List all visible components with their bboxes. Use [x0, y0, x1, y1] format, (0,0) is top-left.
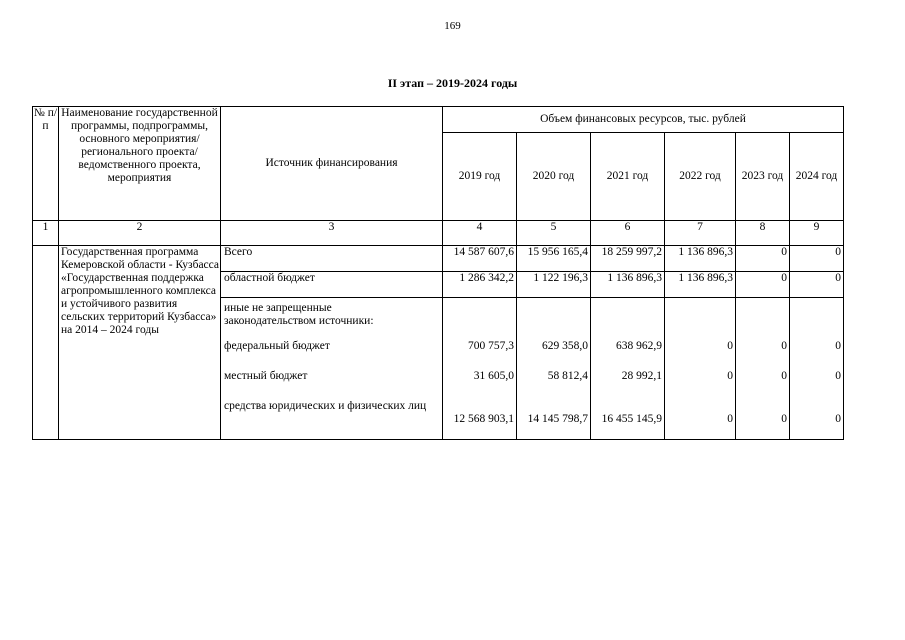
- value-cell: 0: [736, 272, 790, 298]
- source-label-legal: средства юридических и физических лиц: [224, 400, 427, 412]
- header-source: Источник финансирования: [221, 107, 443, 221]
- column-index: 5: [517, 221, 591, 246]
- column-index: 8: [736, 221, 790, 246]
- value-legal-2023: 0: [781, 413, 787, 425]
- value-cell: [790, 298, 844, 440]
- column-index: 3: [221, 221, 443, 246]
- value-cell: 0: [736, 246, 790, 272]
- value-cell: 0: [790, 272, 844, 298]
- value-cell: 18 259 997,2: [591, 246, 665, 272]
- value-federal-2022: 0: [727, 340, 733, 352]
- value-local-2020: 58 812,4: [547, 370, 588, 382]
- column-index: 9: [790, 221, 844, 246]
- value-local-2021: 28 992,1: [621, 370, 662, 382]
- value-federal-2023: 0: [781, 340, 787, 352]
- column-index: 1: [33, 221, 59, 246]
- value-cell: [736, 298, 790, 440]
- column-index: 7: [665, 221, 736, 246]
- value-cell: [591, 298, 665, 440]
- column-index-row: [33, 221, 844, 246]
- value-legal-2024: 0: [835, 413, 841, 425]
- value-local-2022: 0: [727, 370, 733, 382]
- value-local-2023: 0: [781, 370, 787, 382]
- value-cell: 15 956 165,4: [517, 246, 591, 272]
- source-cell: областной бюджет: [221, 272, 443, 298]
- column-index: 4: [443, 221, 517, 246]
- row-number-cell: [33, 246, 59, 440]
- value-local-2024: 0: [835, 370, 841, 382]
- value-legal-2019: 12 568 903,1: [453, 413, 514, 425]
- value-federal-2024: 0: [835, 340, 841, 352]
- header-row-1: [33, 107, 844, 133]
- value-legal-2020: 14 145 798,7: [527, 413, 588, 425]
- stage-title: II этап – 2019-2024 годы: [387, 76, 518, 90]
- value-federal-2021: 638 962,9: [616, 340, 662, 352]
- header-number: № п/п: [33, 107, 59, 221]
- header-year-2021: 2021 год: [591, 133, 665, 221]
- table-row: [33, 246, 844, 272]
- header-volume: Объем финансовых ресурсов, тыс. рублей: [443, 107, 844, 133]
- value-cell: 1 136 896,3: [591, 272, 665, 298]
- source-cell-group: [221, 298, 443, 440]
- value-legal-2022: 0: [727, 413, 733, 425]
- header-year-2023: 2023 год: [736, 133, 790, 221]
- header-year-2024: 2024 год: [790, 133, 844, 221]
- source-label-local: местный бюджет: [224, 370, 308, 382]
- value-cell: 1 136 896,3: [665, 272, 736, 298]
- program-name: Государственная программа Кемеровской области - Кузбасса «Государственная поддержка агропромышленного комплекса и устойчивого развития сельских территорий Кузбасса» на 2014 – 2024 годы: [59, 246, 221, 440]
- header-year-2022: 2022 год: [665, 133, 736, 221]
- value-cell: [517, 298, 591, 440]
- column-index: 2: [59, 221, 221, 246]
- source-cell: Всего: [221, 246, 443, 272]
- value-cell: 14 587 607,6: [443, 246, 517, 272]
- page-number: 169: [444, 20, 461, 32]
- value-federal-2020: 629 358,0: [542, 340, 588, 352]
- value-cell: 1 136 896,3: [665, 246, 736, 272]
- header-name: Наименование государственной программы, подпрограммы, основного мероприятия/регионального проекта/ведомственного проекта, мероприятия: [59, 107, 221, 221]
- header-year-2020: 2020 год: [517, 133, 591, 221]
- value-cell: [665, 298, 736, 440]
- financing-table: [32, 106, 844, 440]
- value-local-2019: 31 605,0: [473, 370, 514, 382]
- source-label-other: иные не запрещенные законодательством источники:: [224, 302, 374, 327]
- column-index: 6: [591, 221, 665, 246]
- source-label-federal: федеральный бюджет: [224, 340, 330, 352]
- value-cell: [443, 298, 517, 440]
- value-federal-2019: 700 757,3: [468, 340, 514, 352]
- value-legal-2021: 16 455 145,9: [601, 413, 662, 425]
- value-cell: 1 122 196,3: [517, 272, 591, 298]
- value-cell: 1 286 342,2: [443, 272, 517, 298]
- header-year-2019: 2019 год: [443, 133, 517, 221]
- value-cell: 0: [790, 246, 844, 272]
